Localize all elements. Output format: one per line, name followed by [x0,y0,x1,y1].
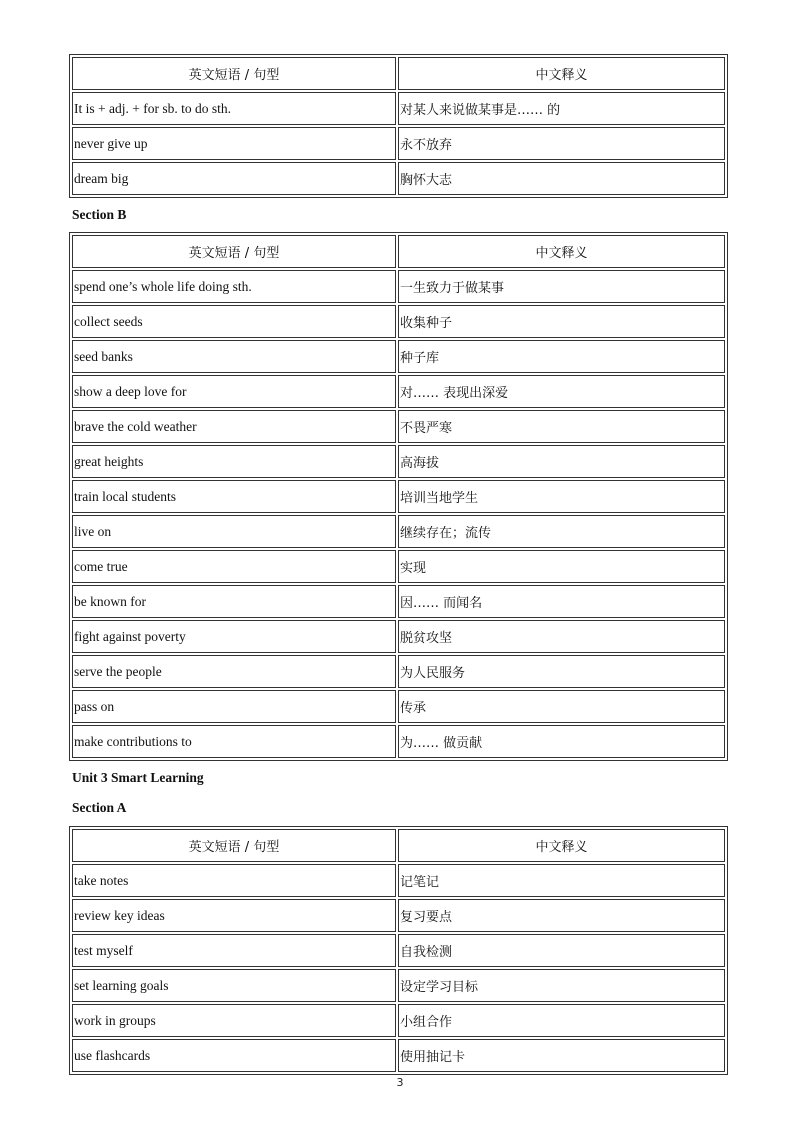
table-row [72,655,725,688]
table-row [72,899,725,932]
chinese-meaning-cell: 种子库 [398,340,725,373]
table-row [72,725,725,758]
header-zh: 中文释义 [398,235,725,268]
table-row [72,340,725,373]
chinese-meaning-cell: 复习要点 [398,899,725,932]
chinese-meaning-cell: 自我检测 [398,934,725,967]
chinese-meaning-cell: 传承 [398,690,725,723]
english-phrase-cell: review key ideas [72,899,396,932]
table-row [72,270,725,303]
table-row [72,620,725,653]
chinese-meaning-cell: 设定学习目标 [398,969,725,1002]
chinese-meaning-cell: 不畏严寒 [398,410,725,443]
table-row [72,1039,725,1072]
table-row [72,445,725,478]
table-header-row [72,829,725,862]
chinese-meaning-cell: 继续存在；流传 [398,515,725,548]
chinese-meaning-cell: 一生致力于做某事 [398,270,725,303]
unit-3-heading: Unit 3 Smart Learning [72,770,204,785]
chinese-meaning-cell: 收集种子 [398,305,725,338]
english-phrase-cell: make contributions to [72,725,396,758]
english-phrase-cell: great heights [72,445,396,478]
table-header-row [72,235,725,268]
english-phrase-cell: show a deep love for [72,375,396,408]
table-row [72,162,725,195]
table-row [72,864,725,897]
table-row [72,1004,725,1037]
table-row [72,969,725,1002]
english-phrase-cell: pass on [72,690,396,723]
section-a-heading: Section A [72,800,127,815]
table-row [72,585,725,618]
chinese-meaning-cell: 培训当地学生 [398,480,725,513]
chinese-meaning-cell: 使用抽记卡 [398,1039,725,1072]
chinese-meaning-cell: 记笔记 [398,864,725,897]
header-zh: 中文释义 [398,829,725,862]
chinese-meaning-cell: 永不放弃 [398,127,725,160]
english-phrase-cell: use flashcards [72,1039,396,1072]
english-phrase-cell: be known for [72,585,396,618]
chinese-meaning-cell: 实现 [398,550,725,583]
header-en: 英文短语 / 句型 [72,57,396,90]
header-en: 英文短语 / 句型 [72,235,396,268]
chinese-meaning-cell: 为…… 做贡献 [398,725,725,758]
chinese-meaning-cell: 胸怀大志 [398,162,725,195]
english-phrase-cell: train local students [72,480,396,513]
table-row [72,375,725,408]
table-row [72,305,725,338]
chinese-meaning-cell: 小组合作 [398,1004,725,1037]
chinese-meaning-cell: 对某人来说做某事是…… 的 [398,92,725,125]
english-phrase-cell: It is + adj. + for sb. to do sth. [72,92,396,125]
chinese-meaning-cell: 为人民服务 [398,655,725,688]
table-row [72,550,725,583]
chinese-meaning-cell: 对…… 表现出深爱 [398,375,725,408]
english-phrase-cell: serve the people [72,655,396,688]
chinese-meaning-cell: 因…… 而闻名 [398,585,725,618]
english-phrase-cell: dream big [72,162,396,195]
english-phrase-cell: spend one’s whole life doing sth. [72,270,396,303]
header-zh: 中文释义 [398,57,725,90]
english-phrase-cell: set learning goals [72,969,396,1002]
english-phrase-cell: come true [72,550,396,583]
english-phrase-cell: test myself [72,934,396,967]
section-b-heading: Section B [72,207,127,222]
english-phrase-cell: brave the cold weather [72,410,396,443]
table-row [72,410,725,443]
vocab-table-section-b [69,232,728,761]
table-row [72,92,725,125]
table-header-row [72,57,725,90]
english-phrase-cell: live on [72,515,396,548]
chinese-meaning-cell: 高海拔 [398,445,725,478]
document-page [69,54,728,1075]
vocab-table-unit3-section-a [69,826,728,1075]
table-row [72,480,725,513]
english-phrase-cell: seed banks [72,340,396,373]
english-phrase-cell: never give up [72,127,396,160]
english-phrase-cell: fight against poverty [72,620,396,653]
table-row [72,934,725,967]
vocab-table-1 [69,54,728,198]
english-phrase-cell: work in groups [72,1004,396,1037]
table-row [72,515,725,548]
english-phrase-cell: take notes [72,864,396,897]
english-phrase-cell: collect seeds [72,305,396,338]
header-en: 英文短语 / 句型 [72,829,396,862]
table-row [72,127,725,160]
table-row [72,690,725,723]
chinese-meaning-cell: 脱贫攻坚 [398,620,725,653]
page-number: 3 [396,1076,404,1089]
